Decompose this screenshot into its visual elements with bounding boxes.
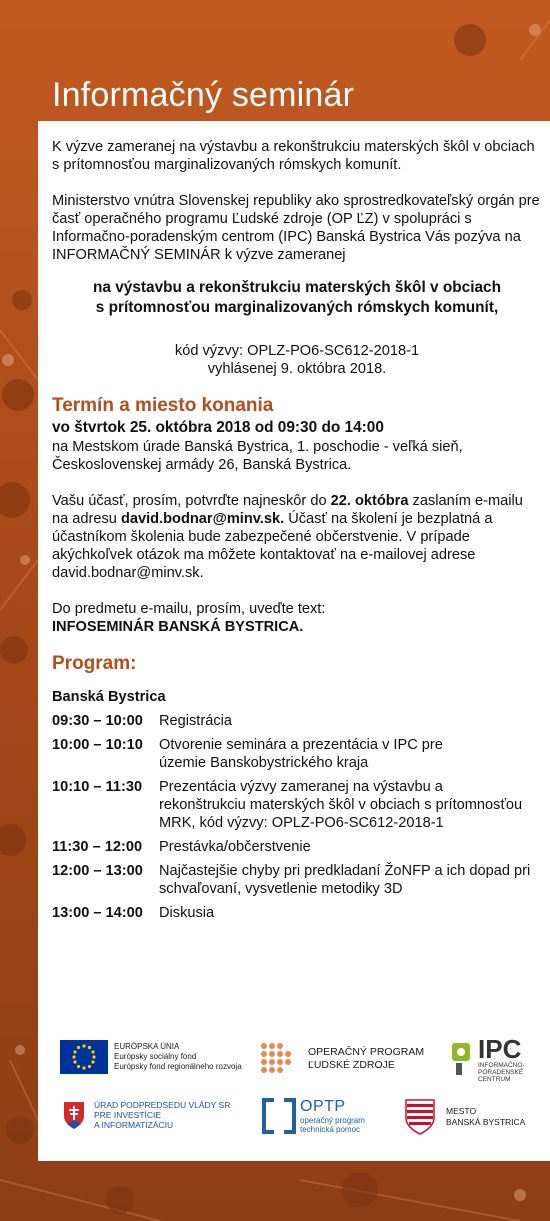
venue-place-line-2: Československej armády 26, Banská Bystrica. <box>52 457 352 473</box>
highlight-line-2: s prítomnosťou marginalizovaných rómskych komunít, <box>95 299 499 316</box>
ipc-logo <box>450 1036 525 1083</box>
oplz-logo <box>260 1042 424 1076</box>
registration-text: Vašu účasť, prosím, potvrďte najneskôr do 22. októbra zaslaním e-mailu na adresu david.bodnar@minv.sk. Účasť na školení je bezplatná a účastníkom školenia bude zabezpečené občerstvenie. V prípade akýchkoľvek otázok ma môžete kontaktovať na e-mailovej adrese david.bodnar@minv.sk. <box>52 493 523 581</box>
oplz-line-2: ĽUDSKÉ ZDROJE <box>308 1059 395 1071</box>
optp-name: OPTP <box>300 1098 346 1115</box>
eu-title: EURÓPSKA ÚNIA <box>114 1042 180 1051</box>
program-time: 11:30 – 12:00 <box>52 839 143 855</box>
urad-line-2: PRE INVESTÍCIE <box>94 1110 162 1120</box>
optp-bracket-icon <box>262 1098 296 1134</box>
program-item <box>52 838 542 856</box>
program-heading: Program: <box>52 653 137 674</box>
program-time: 13:00 – 14:00 <box>52 905 143 921</box>
call-code: kód výzvy: OPLZ-PO6-SC612-2018-1 <box>174 343 420 359</box>
program-location: Banská Bystrica <box>52 689 166 705</box>
subject-note: Do predmetu e-mailu, prosím, uveďte text: <box>52 601 326 617</box>
optp-sub-1: operačný program <box>300 1116 365 1125</box>
slovak-coat-of-arms-icon <box>62 1100 86 1130</box>
urad-line-1: ÚRAD PODPREDSEDU VLÁDY SR <box>94 1100 231 1110</box>
contact-email[interactable]: david.bodnar@minv.sk. <box>120 511 285 527</box>
program-item <box>52 862 542 898</box>
program-item <box>52 712 542 730</box>
venue-heading: Termín a miesto konania <box>52 395 274 416</box>
program-item <box>52 904 542 922</box>
eu-line-1: Európsky sociálny fond <box>114 1052 197 1061</box>
optp-logo <box>262 1098 365 1134</box>
eu-logo <box>60 1040 242 1074</box>
urad-line-3: A INFORMATIZÁCIU <box>94 1120 174 1130</box>
program-text: Najčastejšie chyby pri predkladaní ŽoNFP a ich dopad pri schvaľovaní, vysvetlenie metodiky 3D <box>159 863 531 897</box>
intro-text: K výzve zameranej na výstavbu a rekonštrukciu materských škôl v obciach s prítomnosťou marginalizovaných rómskych komunít. <box>52 139 535 173</box>
eu-flag-icon <box>60 1040 108 1074</box>
program-item <box>52 778 542 832</box>
dot-grid-icon <box>260 1042 298 1076</box>
program-text: Otvorenie seminára a prezentácia v IPC pre územie Banskobystrického kraja <box>159 737 443 771</box>
mesto-logo <box>404 1098 525 1136</box>
mesto-line-1: MESTO <box>446 1106 477 1116</box>
urad-logo <box>62 1100 230 1130</box>
invitation-text: Ministerstvo vnútra Slovenskej republiky ako sprostredkovateľský orgán pre časť operačného programu Ľudské zdroje (OP ĽZ) v spolupráci s Informačno-poradenským centrom (IPC) Banská Bystrica Vás pozýva na INFORMAČNÝ SEMINÁR k výzve zameranej <box>52 193 540 263</box>
ipc-sub-3: CENTRUM <box>478 1076 511 1083</box>
ipc-sub-1: INFORMAČNO- <box>478 1062 525 1069</box>
program-list <box>52 712 542 922</box>
program-text: Prestávka/občerstvenie <box>159 839 311 855</box>
registration-deadline: 22. októbra <box>330 493 409 509</box>
call-date: vyhlásenej 9. októbra 2018. <box>207 361 387 377</box>
content-body <box>52 138 542 928</box>
highlight-line-1: na výstavbu a rekonštrukciu materských škôl v obciach <box>92 279 502 296</box>
page-title: Informačný seminár <box>52 76 355 114</box>
venue-place-line-1: na Mestskom úrade Banská Bystrica, 1. poschodie - veľká sieň, <box>52 439 463 455</box>
program-time: 12:00 – 13:00 <box>52 863 143 879</box>
optp-sub-2: technická pomoc <box>300 1125 361 1134</box>
mesto-line-2: BANSKÁ BYSTRICA <box>446 1117 526 1127</box>
oplz-line-1: OPERAČNÝ PROGRAM <box>308 1046 425 1058</box>
program-item <box>52 736 542 772</box>
city-coat-of-arms-icon <box>404 1098 436 1136</box>
ipc-sub-2: PORADENSKÉ <box>478 1069 524 1076</box>
program-text: Registrácia <box>159 713 232 729</box>
subject-text: INFOSEMINÁR BANSKÁ BYSTRICA. <box>52 619 304 635</box>
program-text: Prezentácia výzvy zameranej na výstavbu a rekonštrukciu materských škôl v obciach s prítomnosťou MRK, kód výzvy: OPLZ-PO6-SC612-2018-1 <box>159 779 523 831</box>
venue-datetime: vo štvrtok 25. októbra 2018 od 09:30 do 14:00 <box>52 419 384 436</box>
program-text: Diskusia <box>159 905 215 921</box>
eu-line-2: Európsky fond regionálneho rozvoja <box>114 1062 242 1071</box>
program-time: 09:30 – 10:00 <box>52 713 143 729</box>
ipc-bubble-icon <box>450 1039 476 1081</box>
program-time: 10:10 – 11:30 <box>52 779 143 795</box>
program-time: 10:00 – 10:10 <box>52 737 143 753</box>
ipc-name: IPC <box>478 1034 522 1064</box>
